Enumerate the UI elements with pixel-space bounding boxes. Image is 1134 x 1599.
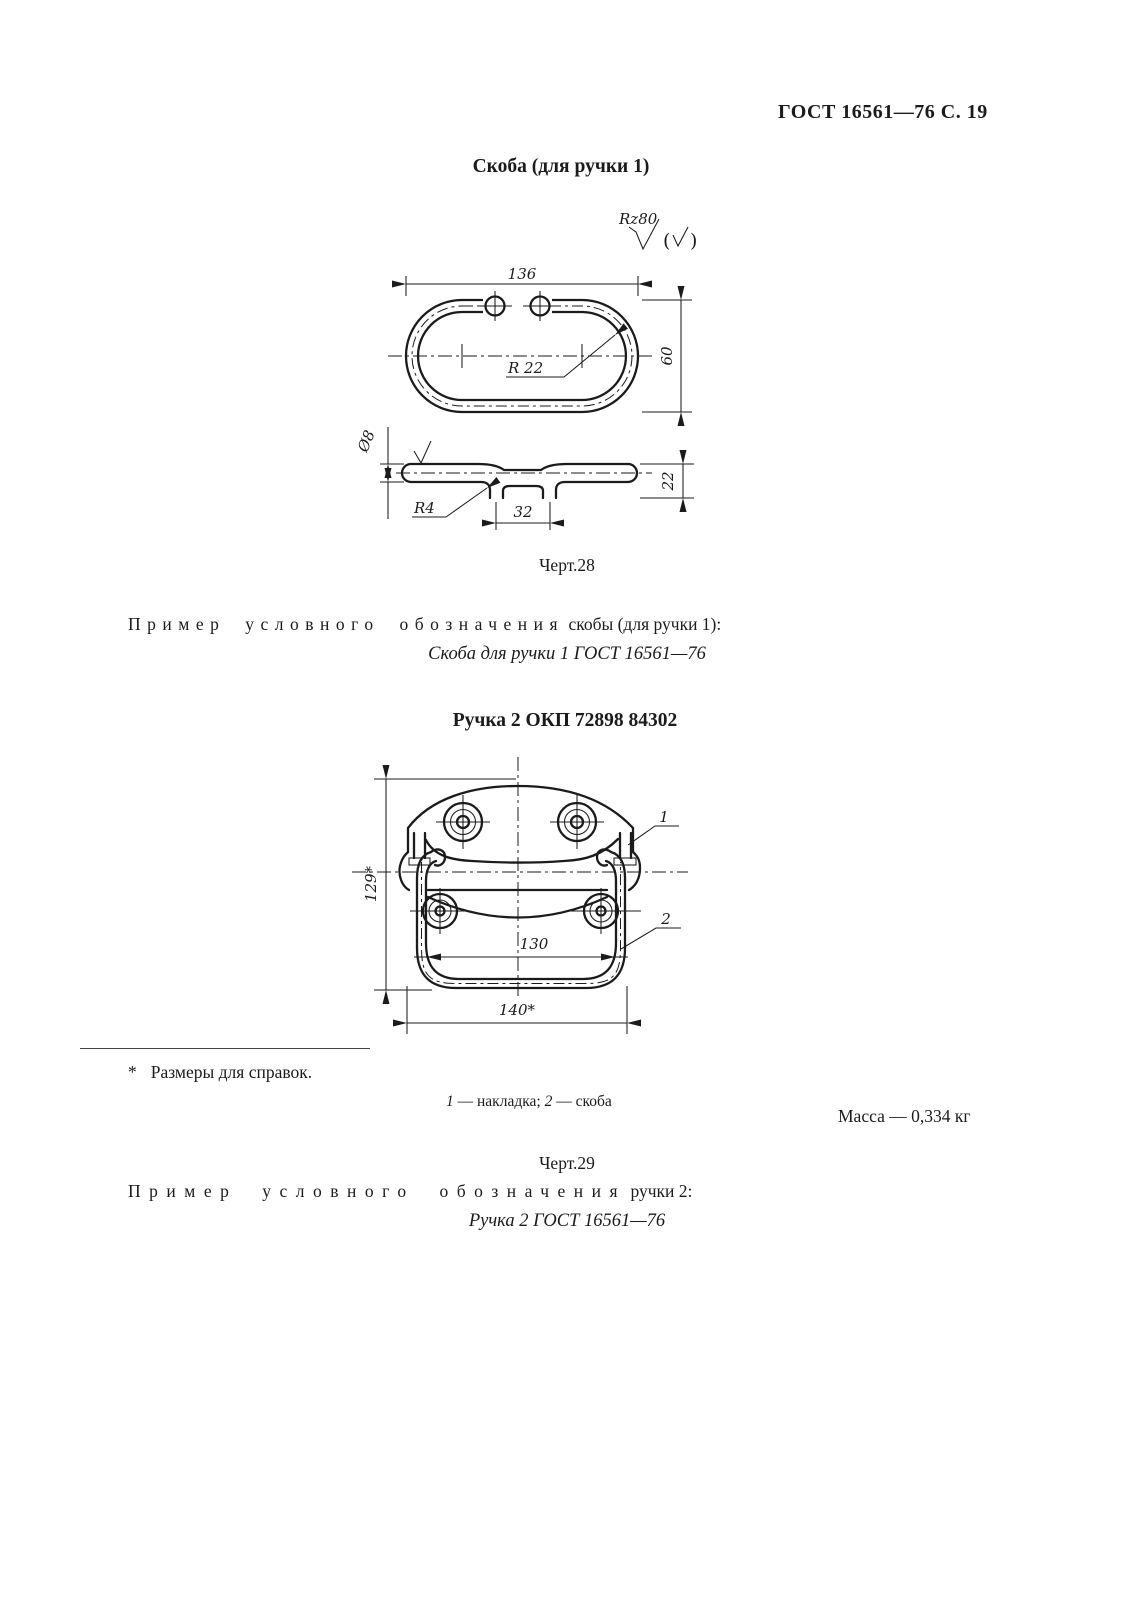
surface-finish-mark (618, 210, 697, 252)
figure28-caption: Черт.28 (539, 555, 595, 575)
figure28-title: Скоба (для ручки 1) (472, 156, 650, 177)
check-on-rod-icon (414, 441, 431, 463)
paren-open: ( (663, 230, 671, 252)
example28-designation: Скоба для ручки 1 ГОСТ 16561—76 (428, 644, 706, 664)
dim-22 (640, 464, 694, 498)
legend-text2: — скоба (552, 1093, 612, 1110)
dim-136-label: 136 (507, 265, 537, 283)
figure29-drawing (330, 740, 710, 1045)
dim-r22-label: R 22 (508, 359, 544, 377)
example28-rest: скобы (для ручки 1): (568, 614, 722, 634)
dim-32 (496, 502, 550, 530)
check-alt-icon (673, 227, 688, 246)
side-view (396, 441, 652, 498)
dim-dia8-label: Ø8 (353, 427, 379, 455)
rz-label: Rz80 (619, 210, 658, 228)
dim-r4-label: R4 (414, 499, 435, 517)
dim-22-label: 22 (659, 471, 677, 491)
legend-num2: 2 (544, 1093, 553, 1110)
footnote-text: Размеры для справок. (150, 1062, 313, 1082)
plate-lower-part (410, 888, 641, 934)
example29-designation: Ручка 2 ГОСТ 16561—76 (468, 1211, 666, 1231)
figure29-title: Ручка 2 ОКП 72898 84302 (452, 710, 678, 731)
mass-note: Масса — 0,334 кг (838, 1106, 971, 1126)
figure29-legend (446, 1093, 612, 1111)
example29-paragraph (128, 1181, 1028, 1202)
dim-129-label: 129* (362, 865, 380, 903)
top-view (388, 291, 655, 412)
dim-32-label: 32 (513, 503, 533, 521)
dim-130 (414, 935, 628, 961)
legend-num1: 1 (446, 1093, 454, 1110)
example29-rest: ручки 2: (630, 1181, 693, 1201)
dim-60-label: 60 (658, 346, 676, 366)
leader-part1 (628, 808, 679, 845)
dim-140 (407, 986, 627, 1034)
figure28-drawing (330, 195, 722, 545)
example28-lead: Пример условного обозначения (128, 614, 565, 634)
example29-lead: Пример условного обозначения (128, 1181, 627, 1201)
footnote-star: * (128, 1062, 137, 1082)
paren-close: ) (690, 230, 698, 252)
legend-text1: — накладка; (453, 1093, 545, 1110)
page-header: ГОСТ 16561—76 С. 19 (778, 101, 988, 123)
part2-label: 2 (661, 910, 671, 928)
footnote-rule (80, 1048, 370, 1049)
dim-130-label: 130 (519, 935, 549, 953)
dim-136 (406, 265, 638, 296)
part1-label: 1 (659, 808, 669, 826)
footnote (128, 1062, 312, 1083)
figure29-caption: Черт.29 (539, 1153, 595, 1173)
plate-outline (399, 786, 640, 890)
leader-r4 (412, 488, 487, 517)
example28-paragraph (128, 614, 1028, 635)
upper-bosses (436, 795, 604, 849)
leader-part2 (621, 910, 681, 949)
dim-140-label: 140* (498, 1001, 536, 1019)
